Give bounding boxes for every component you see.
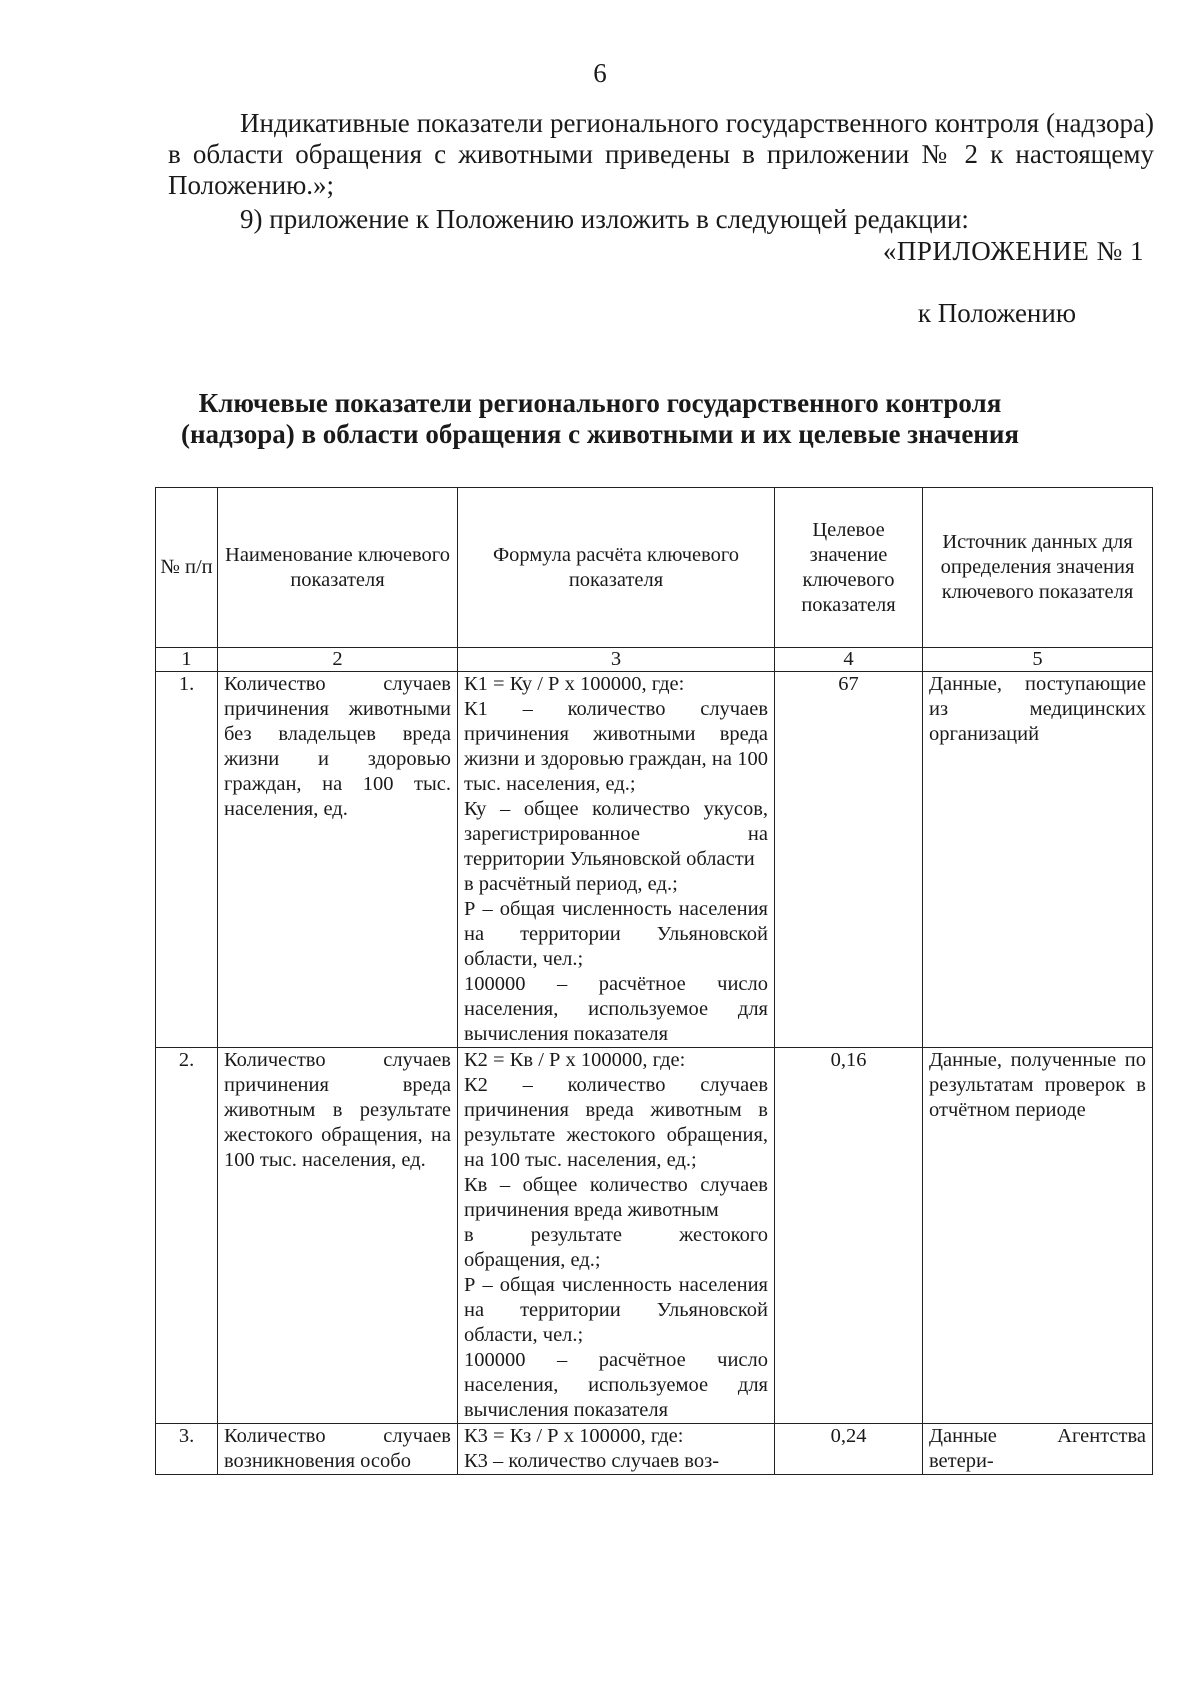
formula-line: К2 – количество случаев причинения вреда животным в результате жестокого обращения, на 100 тыс. населения, ед.; [464,1074,768,1171]
table-heading [0,388,1200,450]
indicator-name: Количество случаев причинения животными без владельцев вреда жизни и здоровью граждан, на 100 тыс. населения, ед. [218,672,458,1048]
column-number: 2 [218,648,458,672]
target-value: 0,24 [775,1424,923,1475]
table-heading-line-2: (надзора) в области обращения с животными и их целевые значения [180,419,1020,449]
intro-paragraph-2: 9) приложение к Положению изложить в следующей редакции: [240,204,969,234]
table-row [156,672,1153,1048]
header-source: Источник данных для определения значения ключевого показателя [923,488,1153,648]
formula-line: Р – общая численность населения на территории Ульяновской области, чел.; [464,898,768,970]
table-heading-line-1: Ключевые показатели регионального государственного контроля [198,388,1002,418]
data-source: Данные, полученные по результатам проверок в отчётном периоде [923,1048,1153,1424]
column-number: 4 [775,648,923,672]
formula-line: в расчётный период, ед.; [464,873,678,895]
appendix-subtitle: к Положению [917,298,1076,328]
column-number: 3 [458,648,775,672]
formula-line: 100000 – расчётное число населения, используемое для вычисления показателя [464,1349,768,1421]
row-number: 1. [156,672,218,1048]
column-number-row [156,648,1153,672]
formula-line: К1 – количество случаев причинения животными вреда жизни и здоровью граждан, на 100 тыс. населения, ед.; [464,698,768,795]
indicator-formula [458,1424,775,1475]
intro-paragraph-1: Индикативные показатели регионального государственного контроля (надзора) в области обращения с животными приведены в приложении № 2 к настоящему Положению.»; [168,108,1154,200]
formula-line: Ку – общее количество укусов, зарегистрированное на территории Ульяновской области [464,798,768,870]
indicator-name: Количество случаев возникновения особо [218,1424,458,1475]
header-target: Целевое значение ключевого показателя [775,488,923,648]
table-row [156,1048,1153,1424]
formula-line: 100000 – расчётное число населения, используемое для вычисления показателя [464,973,768,1045]
formula-line: К1 = Ку / Р х 100000, где: [464,673,685,695]
header-num: № п/п [156,488,218,648]
formula-line: К2 = Кв / Р х 100000, где: [464,1049,686,1071]
header-formula: Формула расчёта ключевого показателя [458,488,775,648]
appendix-title: «ПРИЛОЖЕНИЕ № 1 [882,236,1144,266]
indicator-formula [458,672,775,1048]
column-number: 5 [923,648,1153,672]
target-value: 0,16 [775,1048,923,1424]
data-source: Данные, поступающие из медицинских организаций [923,672,1153,1048]
table-header-row [156,488,1153,648]
indicator-name: Количество случаев причинения вреда животным в результате жестокого обращения, на 100 тыс. населения, ед. [218,1048,458,1424]
formula-line: Р – общая численность населения на территории Ульяновской области, чел.; [464,1274,768,1346]
row-number: 3. [156,1424,218,1475]
column-number: 1 [156,648,218,672]
row-number: 2. [156,1048,218,1424]
table-row [156,1424,1153,1475]
page-number: 6 [593,58,607,88]
header-name: Наименование ключевого показателя [218,488,458,648]
indicator-formula [458,1048,775,1424]
formula-line: К3 – количество случаев воз- [464,1450,720,1472]
formula-line: в результате жестокого обращения, ед.; [464,1224,768,1271]
kpi-table [155,487,1153,1475]
formula-line: К3 = Кз / Р х 100000, где: [464,1425,684,1447]
target-value: 67 [775,672,923,1048]
formula-line: Кв – общее количество случаев причинения вреда животным [464,1174,768,1221]
data-source: Данные Агентства ветери- [923,1424,1153,1475]
